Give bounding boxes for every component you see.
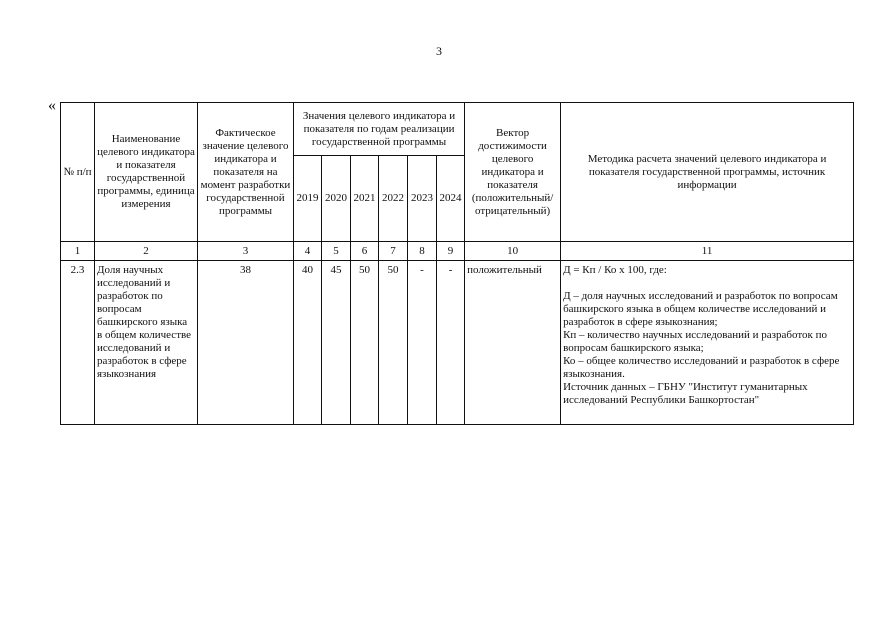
column-number: 4 — [294, 242, 322, 261]
column-number: 7 — [379, 242, 408, 261]
column-numbers-row — [61, 242, 854, 261]
header-name: Наименование целевого индикатора и показателя государственной программы, единица измерения — [95, 103, 198, 242]
row-method — [561, 261, 854, 425]
method-source: Источник данных – ГБНУ "Институт гуманитарных исследований Республики Башкортостан" — [563, 381, 808, 406]
header-years-group: Значения целевого индикатора и показателя по годам реализации государственной программы — [294, 103, 465, 156]
header-actual: Фактическое значение целевого индикатора и показателя на момент разработки государственной программы — [198, 103, 294, 242]
table-row — [61, 261, 854, 425]
row-year-value: 40 — [294, 261, 322, 425]
row-year-value: 50 — [379, 261, 408, 425]
row-year-value: - — [408, 261, 437, 425]
column-number: 9 — [437, 242, 465, 261]
column-number: 2 — [95, 242, 198, 261]
header-year: 2019 — [294, 156, 322, 242]
header-year: 2023 — [408, 156, 437, 242]
header-vector: Вектор достижимости целевого индикатора и показателя (положительный/ отрицательный) — [465, 103, 561, 242]
header-row — [61, 103, 854, 156]
method-formula: Д = Кп / Ко х 100, где: — [563, 264, 667, 276]
header-num: № п/п — [61, 103, 95, 242]
method-definition-ko: Ко – общее количество исследований и разработок в сфере языкознания. — [563, 355, 840, 380]
row-year-value: 45 — [322, 261, 351, 425]
page-number: 3 — [436, 44, 442, 58]
column-number: 5 — [322, 242, 351, 261]
column-number: 8 — [408, 242, 437, 261]
method-definition-kp: Кп – количество научных исследований и разработок по вопросам башкирского языка; — [563, 329, 827, 354]
header-year: 2021 — [351, 156, 379, 242]
header-method: Методика расчета значений целевого индикатора и показателя государственной программы, источник информации — [561, 103, 854, 242]
column-number: 3 — [198, 242, 294, 261]
column-number: 1 — [61, 242, 95, 261]
row-year-value: 50 — [351, 261, 379, 425]
row-name: Доля научных исследований и разработок по вопросам башкирского языка в общем количестве исследований и разработок в сфере языкознания — [95, 261, 198, 425]
opening-quote-mark: « — [48, 97, 56, 114]
header-year: 2020 — [322, 156, 351, 242]
column-number: 11 — [561, 242, 854, 261]
header-year: 2022 — [379, 156, 408, 242]
indicators-table — [60, 102, 854, 425]
column-number: 6 — [351, 242, 379, 261]
method-definition-d: Д – доля научных исследований и разработок по вопросам башкирского языка в общем количестве исследований и разработок в сфере языкознания; — [563, 290, 838, 328]
column-number: 10 — [465, 242, 561, 261]
row-year-value: - — [437, 261, 465, 425]
row-actual-value: 38 — [198, 261, 294, 425]
row-num: 2.3 — [61, 261, 95, 425]
header-year: 2024 — [437, 156, 465, 242]
row-vector: положительный — [465, 261, 561, 425]
